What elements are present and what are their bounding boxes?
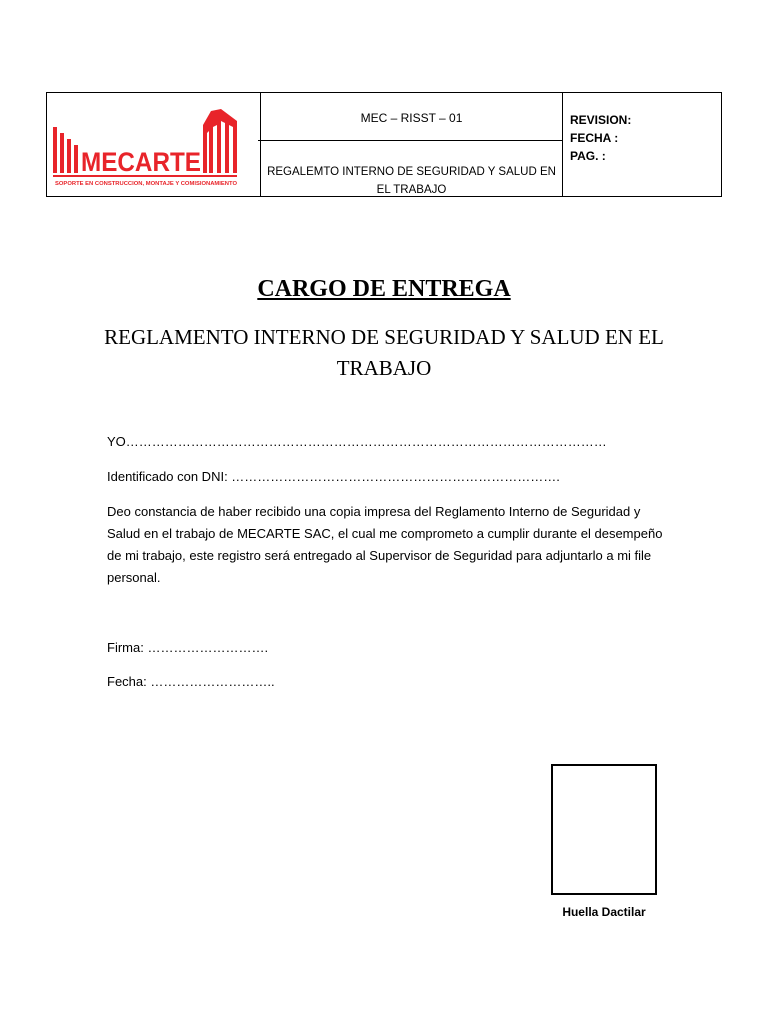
fecha-label: FECHA : [570,131,619,145]
revision-label: REVISION: [570,113,632,127]
meta-cell [563,93,721,196]
yo-field[interactable]: YO………………………………………………………………………………………………… [107,434,607,449]
logo-tagline: SOPORTE EN CONSTRUCCION, MONTAJE Y COMISIONAMIENTO [55,181,238,187]
fingerprint-label: Huella Dactilar [562,905,646,919]
dni-field[interactable]: Identificado con DNI: …………………………………………………………………. [107,469,560,484]
page-subtitle: REGLAMENTO INTERNO DE SEGURIDAD Y SALUD EN EL TRABAJO [104,325,664,380]
fingerprint-box [551,764,657,895]
doc-title: REGALEMTO INTERNO DE SEGURIDAD Y SALUD EN EL TRABAJO [267,166,556,196]
divider [258,140,562,141]
page-title: CARGO DE ENTREGA [257,276,511,302]
doc-info-cell [261,93,563,196]
signature-field[interactable]: Firma: ………………………. [107,640,269,655]
doc-code: MEC – RISST – 01 [360,111,463,125]
pag-label: PAG. : [570,149,606,163]
meta-block [570,111,631,165]
logo-cell [47,93,261,196]
mecarte-logo [51,107,247,189]
declaration-paragraph: Deo constancia de haber recibido una copia impresa del Reglamento Interno de Seguridad y Salud en el trabajo de MECARTE SAC, el cual me comprometo a cumplir durante el desempeño de mi trabajo, este registro será entregado al Supervisor de Seguridad para adjuntarlo a mi file personal. [107,504,663,585]
date-field[interactable]: Fecha: ……………………….. [107,674,275,689]
logo-wordmark: MECARTE [81,147,201,177]
header-table [46,92,722,197]
